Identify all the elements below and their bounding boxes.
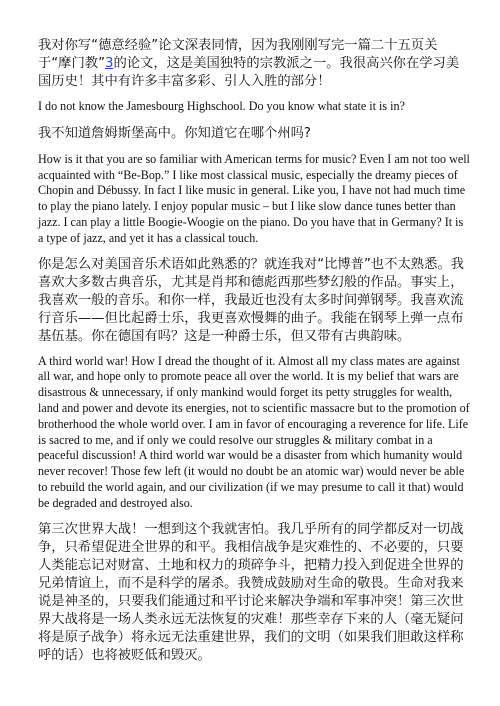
document-page: [38, 37, 470, 675]
paragraph-text-before-footnote: 我对你写“德意经验”论文深表同情，因为我刚刚写完一篇二十五页关于“摩门教”: [38, 38, 438, 71]
english-paragraph-jamesbourg: I do not know the Jamesbourg Highschool. Do you know what state it is in?: [38, 99, 405, 113]
english-paragraph-music: How is it that you are so familiar with American terms for music? Even I am not too well acquainted with “Be-Bop.” I like most classical music, especially the dreamy pieces of Chopin and Débussy. In fact I like music in general. Like you, I have not had much time to play the piano lately. I enjoy popular music – but I like slow dance tunes better than jazz. I can play a little Boogie-Woogie on the piano. Do you have that in Germany? It is a type of jazz, and yet it has a classical touch.: [38, 151, 470, 245]
chinese-paragraph-mormon-thesis: [38, 37, 470, 91]
chinese-paragraph-world-war: 第三次世界大战！一想到这个我就害怕。我几乎所有的同学都反对一切战争，只希望促进全世界的和平。我相信战争是灾难性的、不必要的，只要人类能忘记对财富、土地和权力的琐碎争斗，把精力投入到促进全世界的兄弟情谊上，而不是科学的屠杀。我赞成鼓励对生命的敬畏。生命对我来说是神圣的，只要我们能通过和平讨论来解决争端和军事冲突！第三次世界大战将是一场人类永远无法恢复的灾难！那些幸存下来的人（毫无疑问将是原子战争）将永远无法重建世界，我们的文明（如果我们胆敢这样称呼的话）也将被贬低和毁灭。: [38, 521, 464, 663]
footnote-link[interactable]: 3: [104, 56, 114, 71]
chinese-paragraph-jamesbourg: 我不知道詹姆斯堡高中。你知道它在哪个州吗?: [38, 125, 311, 141]
english-paragraph-world-war: A third world war! How I dread the thought of it. Almost all my class mates are against all war, and hope only to promote peace all over the world. It is my belief that wars are disastrous & unnecessary, if only mankind would forget its petty struggles for wealth, land and power and devote its energies, not to scientific massacre but to the promotion of brotherhood the whole world over. I am in favor of encouraging a reverence for life. Life is sacred to me, and if only we could resolve our struggles & military combat in a peaceful discussion! A third world war would be a disaster from which humanity would never recover! Those few left (it would no doubt be an atomic war) would never be able to rebuild the world again, and our civilization (if we may presume to call it that) would be degraded and destroyed also.: [38, 353, 470, 510]
paragraph-text-after-footnote: 的论文，这是美国独特的宗教派之一。我很高兴你在学习美国历史！其中有许多丰富多彩、引人入胜的部分！: [38, 56, 460, 89]
chinese-paragraph-music: 你是怎么对美国音乐术语如此熟悉的？就连我对“比博普”也不太熟悉。我喜欢大多数古典音乐，尤其是肖邦和德彪西那些梦幻般的作品。事实上，我喜欢一般的音乐。和你一样，我最近也没有太多时间弹钢琴。我喜欢流行音乐——但比起爵士乐，我更喜欢慢舞的曲子。我能在钢琴上弹一点布基伍基。你在德国有吗？这是一种爵士乐，但又带有古典韵味。: [38, 256, 464, 344]
